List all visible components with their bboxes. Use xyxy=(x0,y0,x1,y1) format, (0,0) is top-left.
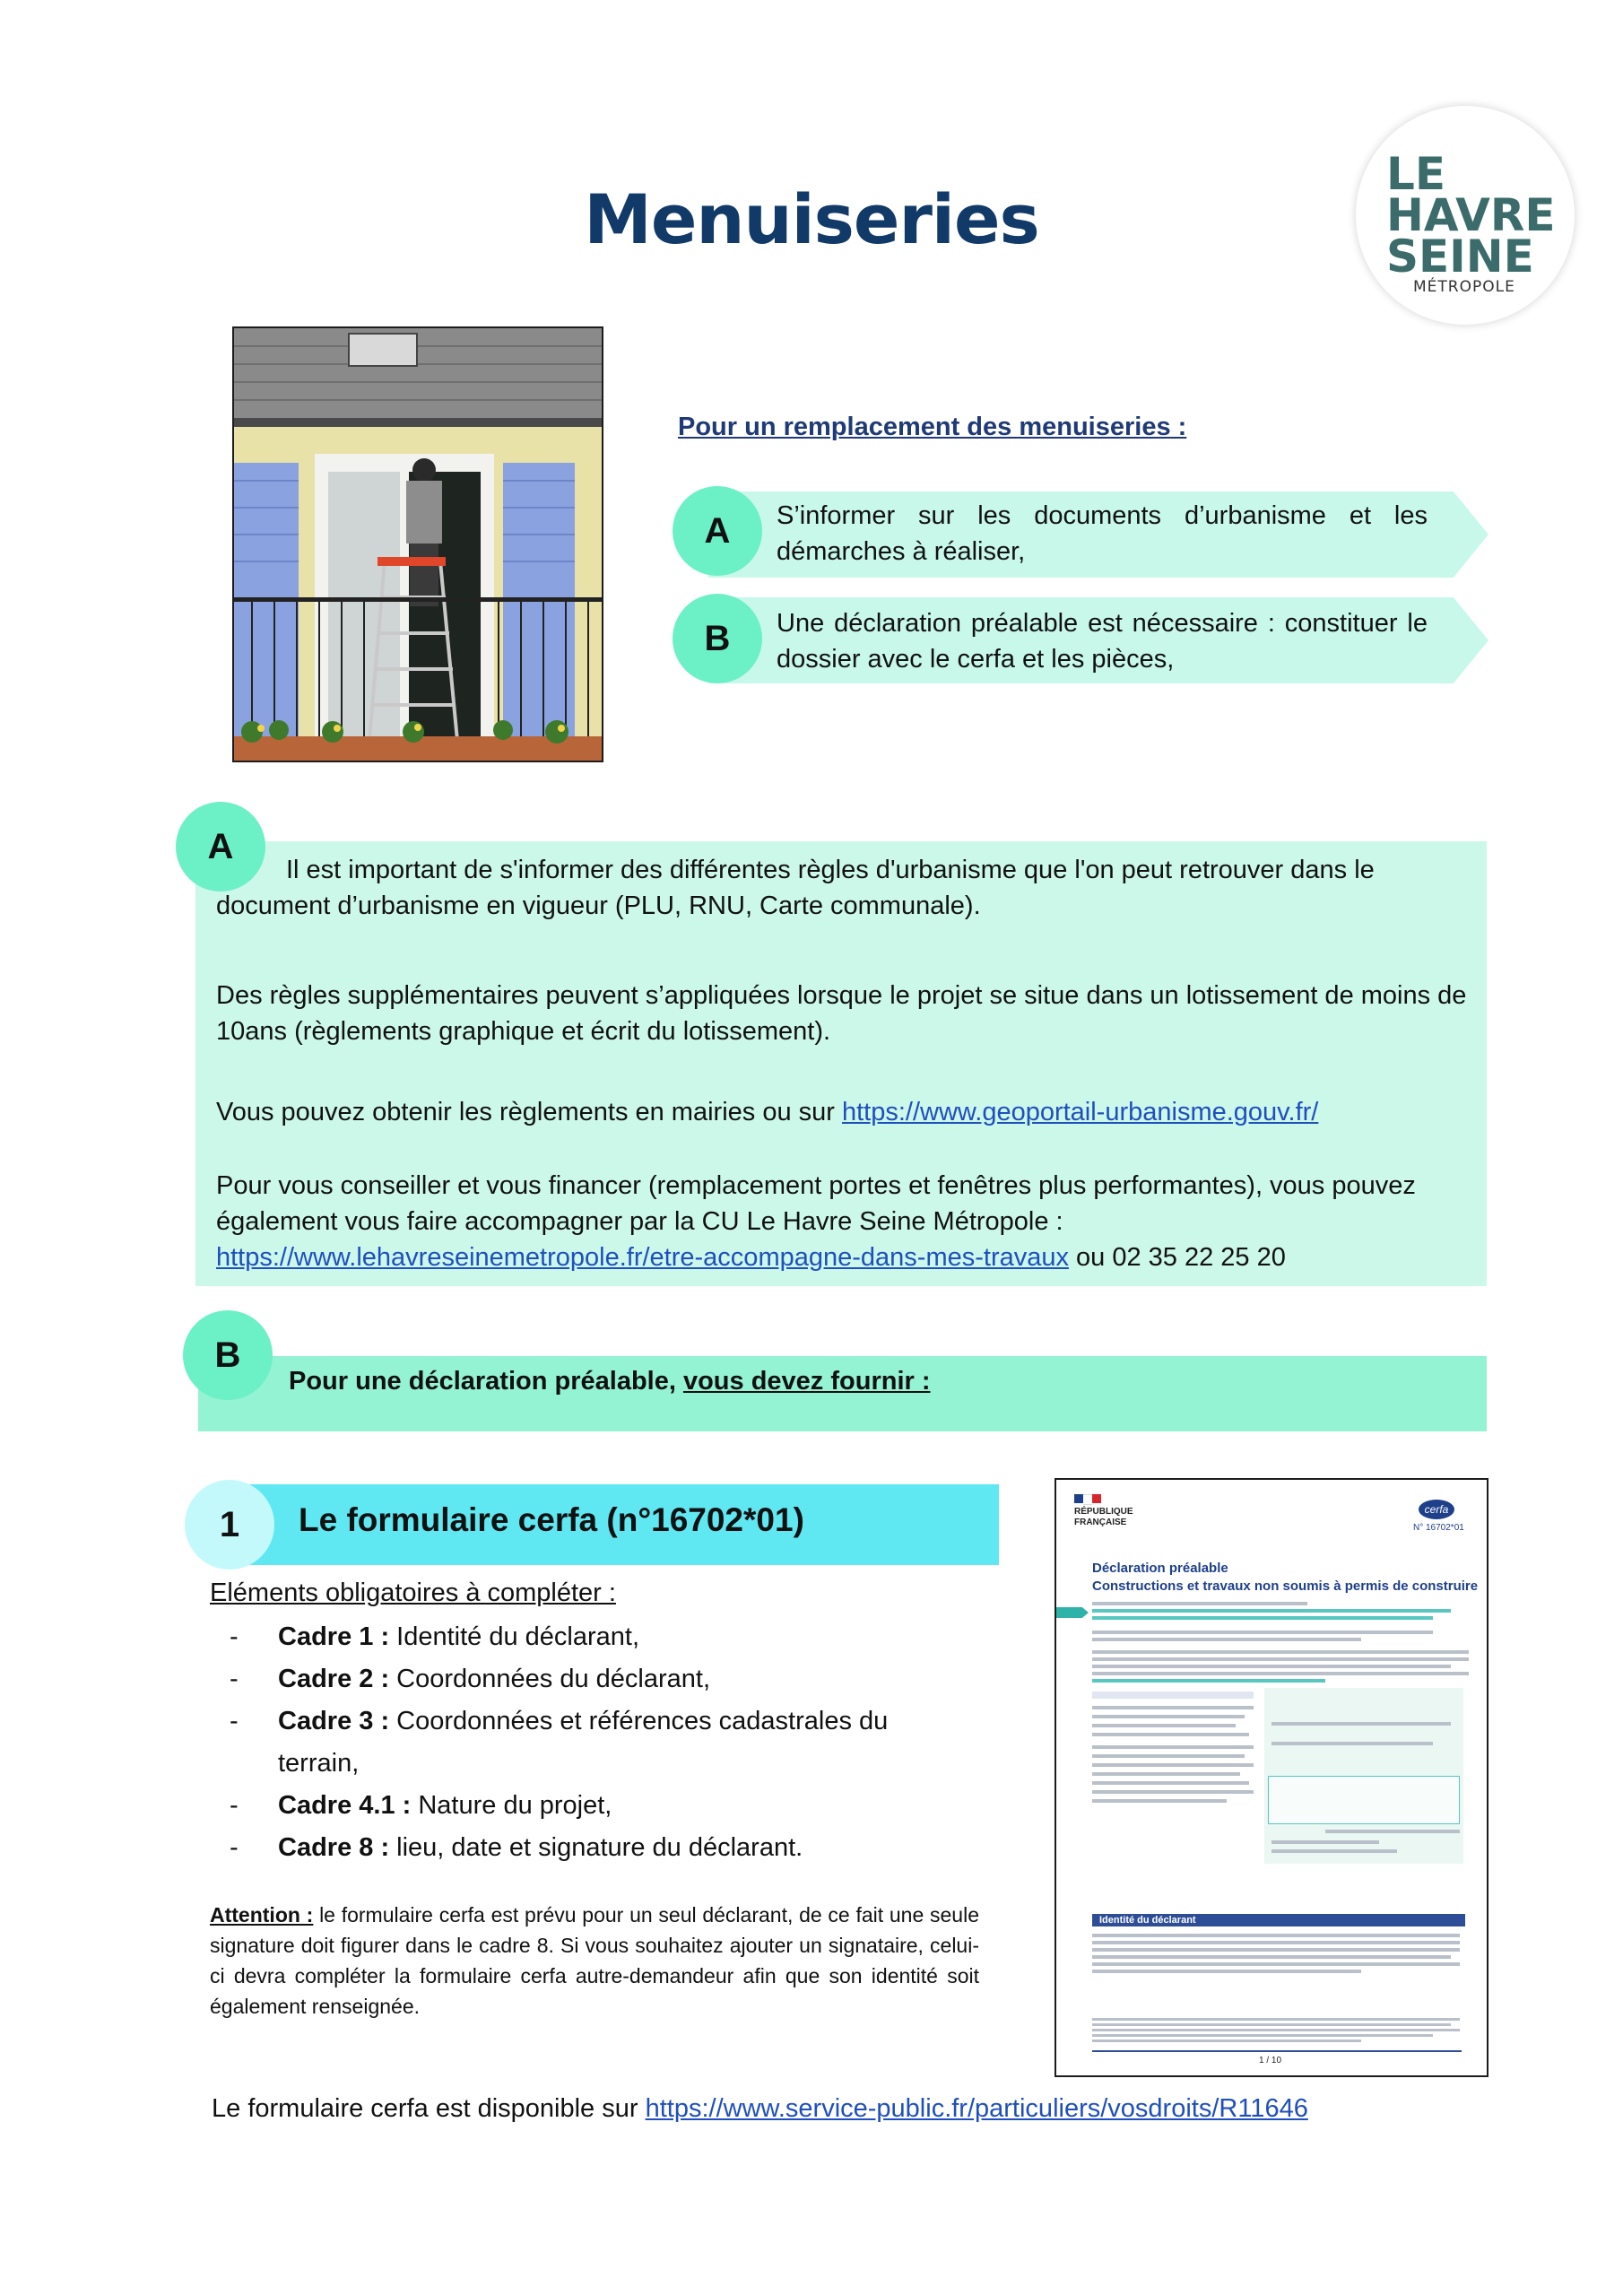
list-item xyxy=(210,1616,972,1658)
logo-text: HAVRE xyxy=(1386,189,1556,241)
section-b-underlined: vous devez fournir : xyxy=(682,1367,931,1396)
list-item xyxy=(210,1785,972,1827)
section-b-circle: B xyxy=(183,1310,273,1400)
paragraph-text: Vous pouvez obtenir les règlements en mairies ou sur xyxy=(216,1098,842,1126)
cerfa-logo: cerfa xyxy=(1419,1500,1454,1519)
section-b-text: Pour une déclaration préalable, xyxy=(289,1367,683,1396)
section-b-heading xyxy=(289,1367,931,1396)
attention-label: Attention : xyxy=(210,1903,314,1926)
republique-text: RÉPUBLIQUE FRANÇAISE xyxy=(1074,1507,1133,1527)
geoportail-link[interactable]: https://www.geoportail-urbanisme.gouv.fr/ xyxy=(841,1098,1319,1126)
section-a-paragraph-1: Il est important de s'informer des différentes règles d'urbanisme que l'on peut retrouver dans le document d’urbanisme en vigueur (PLU, RNU, Carte communale). xyxy=(216,856,1375,920)
attention-text: le formulaire cerfa est prévu pour un seul déclarant, de ce fait une seule signature doit figurer dans le cadre 8. Si vous souhaitez ajouter un signataire, celui-ci devra compléter la formulaire cerfa autre-demandeur afin que son identité soit également renseignée. xyxy=(210,1903,979,2018)
step-a-text: S’informer sur les documents d’urbanisme et les démarches à réaliser, xyxy=(777,501,1428,566)
step-a-circle: A xyxy=(673,486,762,576)
service-public-link[interactable]: https://www.service-public.fr/particuliers/vosdroits/R11646 xyxy=(645,2094,1308,2123)
cadre-label: Cadre 4.1 : xyxy=(278,1791,412,1820)
lehavre-link[interactable]: https://www.lehavreseinemetropole.fr/etre-accompagne-dans-mes-travaux xyxy=(216,1243,1069,1272)
section-a-paragraph-2: Des règles supplémentaires peuvent s’appliquées lorsque le projet se situe dans un lotissement de moins de 10ans (règlements graphique et écrit du lotissement). xyxy=(216,981,1467,1046)
section-a-paragraph-4 xyxy=(216,1168,1471,1275)
list-item xyxy=(210,1700,972,1785)
paragraph-text: Pour vous conseiller et vous financer (remplacement portes et fenêtres plus performantes), vous pouvez également vous faire accompagner par la CU Le Havre Seine Métropole : xyxy=(216,1171,1416,1236)
list-item xyxy=(210,1658,972,1700)
logo-text: LE xyxy=(1386,148,1446,200)
flag-icon xyxy=(1092,1494,1101,1503)
page-title: Menuiseries xyxy=(584,179,1039,259)
section-a-circle: A xyxy=(176,802,265,891)
cadre-text: Identité du déclarant, xyxy=(389,1622,640,1651)
cadre-label: Cadre 2 : xyxy=(278,1665,390,1693)
havre-seine-logo xyxy=(1356,106,1575,325)
cadre-text: Coordonnées du déclarant, xyxy=(389,1665,711,1693)
item-1-circle: 1 xyxy=(185,1480,274,1570)
requirements-heading: Eléments obligatoires à compléter : xyxy=(210,1578,616,1607)
item-1-title: Le formulaire cerfa (n°16702*01) xyxy=(299,1501,804,1538)
cadre-label: Cadre 3 : xyxy=(278,1707,390,1735)
logo-text: MÉTROPOLE xyxy=(1413,278,1515,296)
requirements-list xyxy=(210,1616,972,1869)
cadre-label: Cadre 1 : xyxy=(278,1622,390,1651)
flag-icon xyxy=(1083,1494,1092,1505)
flag-icon xyxy=(1074,1494,1083,1503)
step-b-text: Une déclaration préalable est nécessaire : constituer le dossier avec le cerfa et les pièces, xyxy=(777,609,1428,674)
footer-text: Le formulaire cerfa est disponible sur xyxy=(212,2094,646,2123)
cadre-text: Coordonnées et références cadastrales du terrain, xyxy=(278,1707,889,1778)
window-photo xyxy=(232,326,603,762)
attention-note xyxy=(210,1900,979,2022)
phone-number: ou 02 35 22 25 20 xyxy=(1068,1243,1286,1272)
cerfa-page-number: 1 / 10 xyxy=(1259,2056,1282,2066)
list-item xyxy=(210,1827,972,1869)
cadre-text: Nature du projet, xyxy=(411,1791,612,1820)
section-a-paragraph-3 xyxy=(216,1094,1471,1130)
cerfa-section-1: Identité du déclarant xyxy=(1099,1915,1196,1926)
cerfa-form-thumbnail xyxy=(1055,1478,1488,2077)
step-b-circle: B xyxy=(673,594,762,683)
cerfa-availability xyxy=(212,2094,1308,2124)
cerfa-title-2: Constructions et travaux non soumis à permis de construire xyxy=(1092,1578,1479,1594)
cerfa-title-1: Déclaration préalable xyxy=(1092,1561,1228,1576)
steps-heading: Pour un remplacement des menuiseries : xyxy=(678,413,1187,441)
cerfa-number: N° 16702*01 xyxy=(1413,1523,1464,1533)
cadre-label: Cadre 8 : xyxy=(278,1833,390,1862)
window-photo-illustration xyxy=(234,328,602,761)
cadre-text: lieu, date et signature du déclarant. xyxy=(389,1833,803,1862)
logo-text: SEINE xyxy=(1386,230,1534,283)
